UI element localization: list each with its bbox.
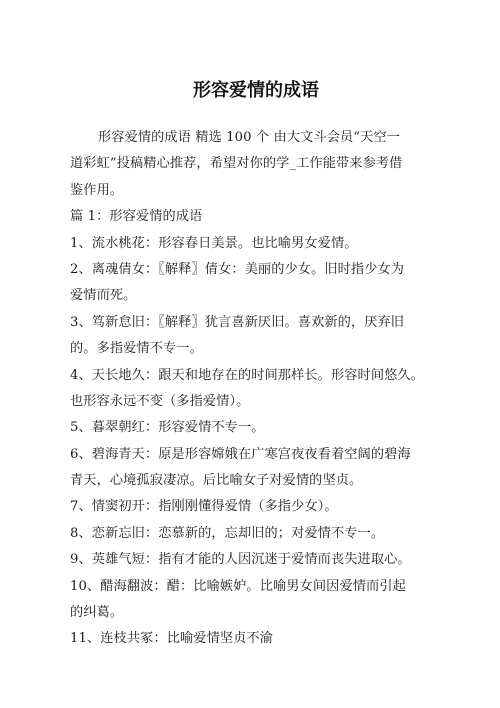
section-heading-text: 篇 1：形容爱情的成语 <box>70 209 203 225</box>
intro-line: 鉴作用。 <box>70 182 124 198</box>
intro-paragraph <box>70 125 442 204</box>
idiom-line: 3、笃新怠旧：〖解释〗犹言喜新厌旧。喜欢新的，厌弃旧 <box>70 314 405 330</box>
idiom-line: 1、流水桃花：形容春日美景。也比喻男女爱情。 <box>70 235 358 251</box>
idiom-item <box>70 415 442 441</box>
idiom-item <box>70 363 442 416</box>
idiom-line: 4、天长地久：跟天和地存在的时间那样长。形容时间悠久。 <box>70 367 424 383</box>
idiom-line: 5、暮翠朝红：形容爱情不专一。 <box>70 420 265 436</box>
idiom-line: 也形容永远不变（多指爱情）。 <box>70 393 250 409</box>
section-heading <box>70 204 442 230</box>
idiom-item <box>70 310 442 363</box>
idiom-line: 青天，心境孤寂凄凉。后比喻女子对爱情的坚贞。 <box>70 473 363 489</box>
document-body <box>70 125 442 653</box>
idiom-line: 的纠葛。 <box>70 605 124 621</box>
intro-line: 形容爱情的成语 精选 100 个 由大文斗会员“天空一 <box>98 130 400 145</box>
idiom-line: 的。多指爱情不专一。 <box>70 341 203 357</box>
idiom-item <box>70 442 442 495</box>
idiom-line: 10、醋海翻波：醋：比喻嫉妒。比喻男女间因爱情而引起 <box>70 578 406 594</box>
intro-line: 道彩虹”投稿精心推荐，希望对你的学_工作能带来参考借 <box>70 156 403 172</box>
idiom-line: 9、英雄气短：指有才能的人因沉迷于爱情而丧失进取心。 <box>70 552 411 568</box>
idiom-line: 7、情窦初开：指刚刚懂得爱情（多指少女）。 <box>70 499 338 515</box>
idiom-line: 爱情而死。 <box>70 288 137 304</box>
idiom-item <box>70 521 442 547</box>
page-title: 形容爱情的成语 <box>193 80 319 101</box>
idiom-item <box>70 257 442 310</box>
idiom-item <box>70 574 442 627</box>
idiom-line: 11、连枝共冢：比喻爱情坚贞不渝 <box>70 631 274 647</box>
idiom-line: 2、离魂倩女：〖解释〗倩女：美丽的少女。旧时指少女为 <box>70 261 405 277</box>
idiom-item <box>70 231 442 257</box>
idiom-item <box>70 494 442 520</box>
idiom-line: 6、碧海青天：原是形容嫦娥在广寒宫夜夜看着空阔的碧海 <box>70 446 411 462</box>
idiom-item <box>70 626 442 652</box>
idiom-item <box>70 547 442 573</box>
idiom-line: 8、恋新忘旧：恋慕新的，忘却旧的；对爱情不专一。 <box>70 525 385 541</box>
